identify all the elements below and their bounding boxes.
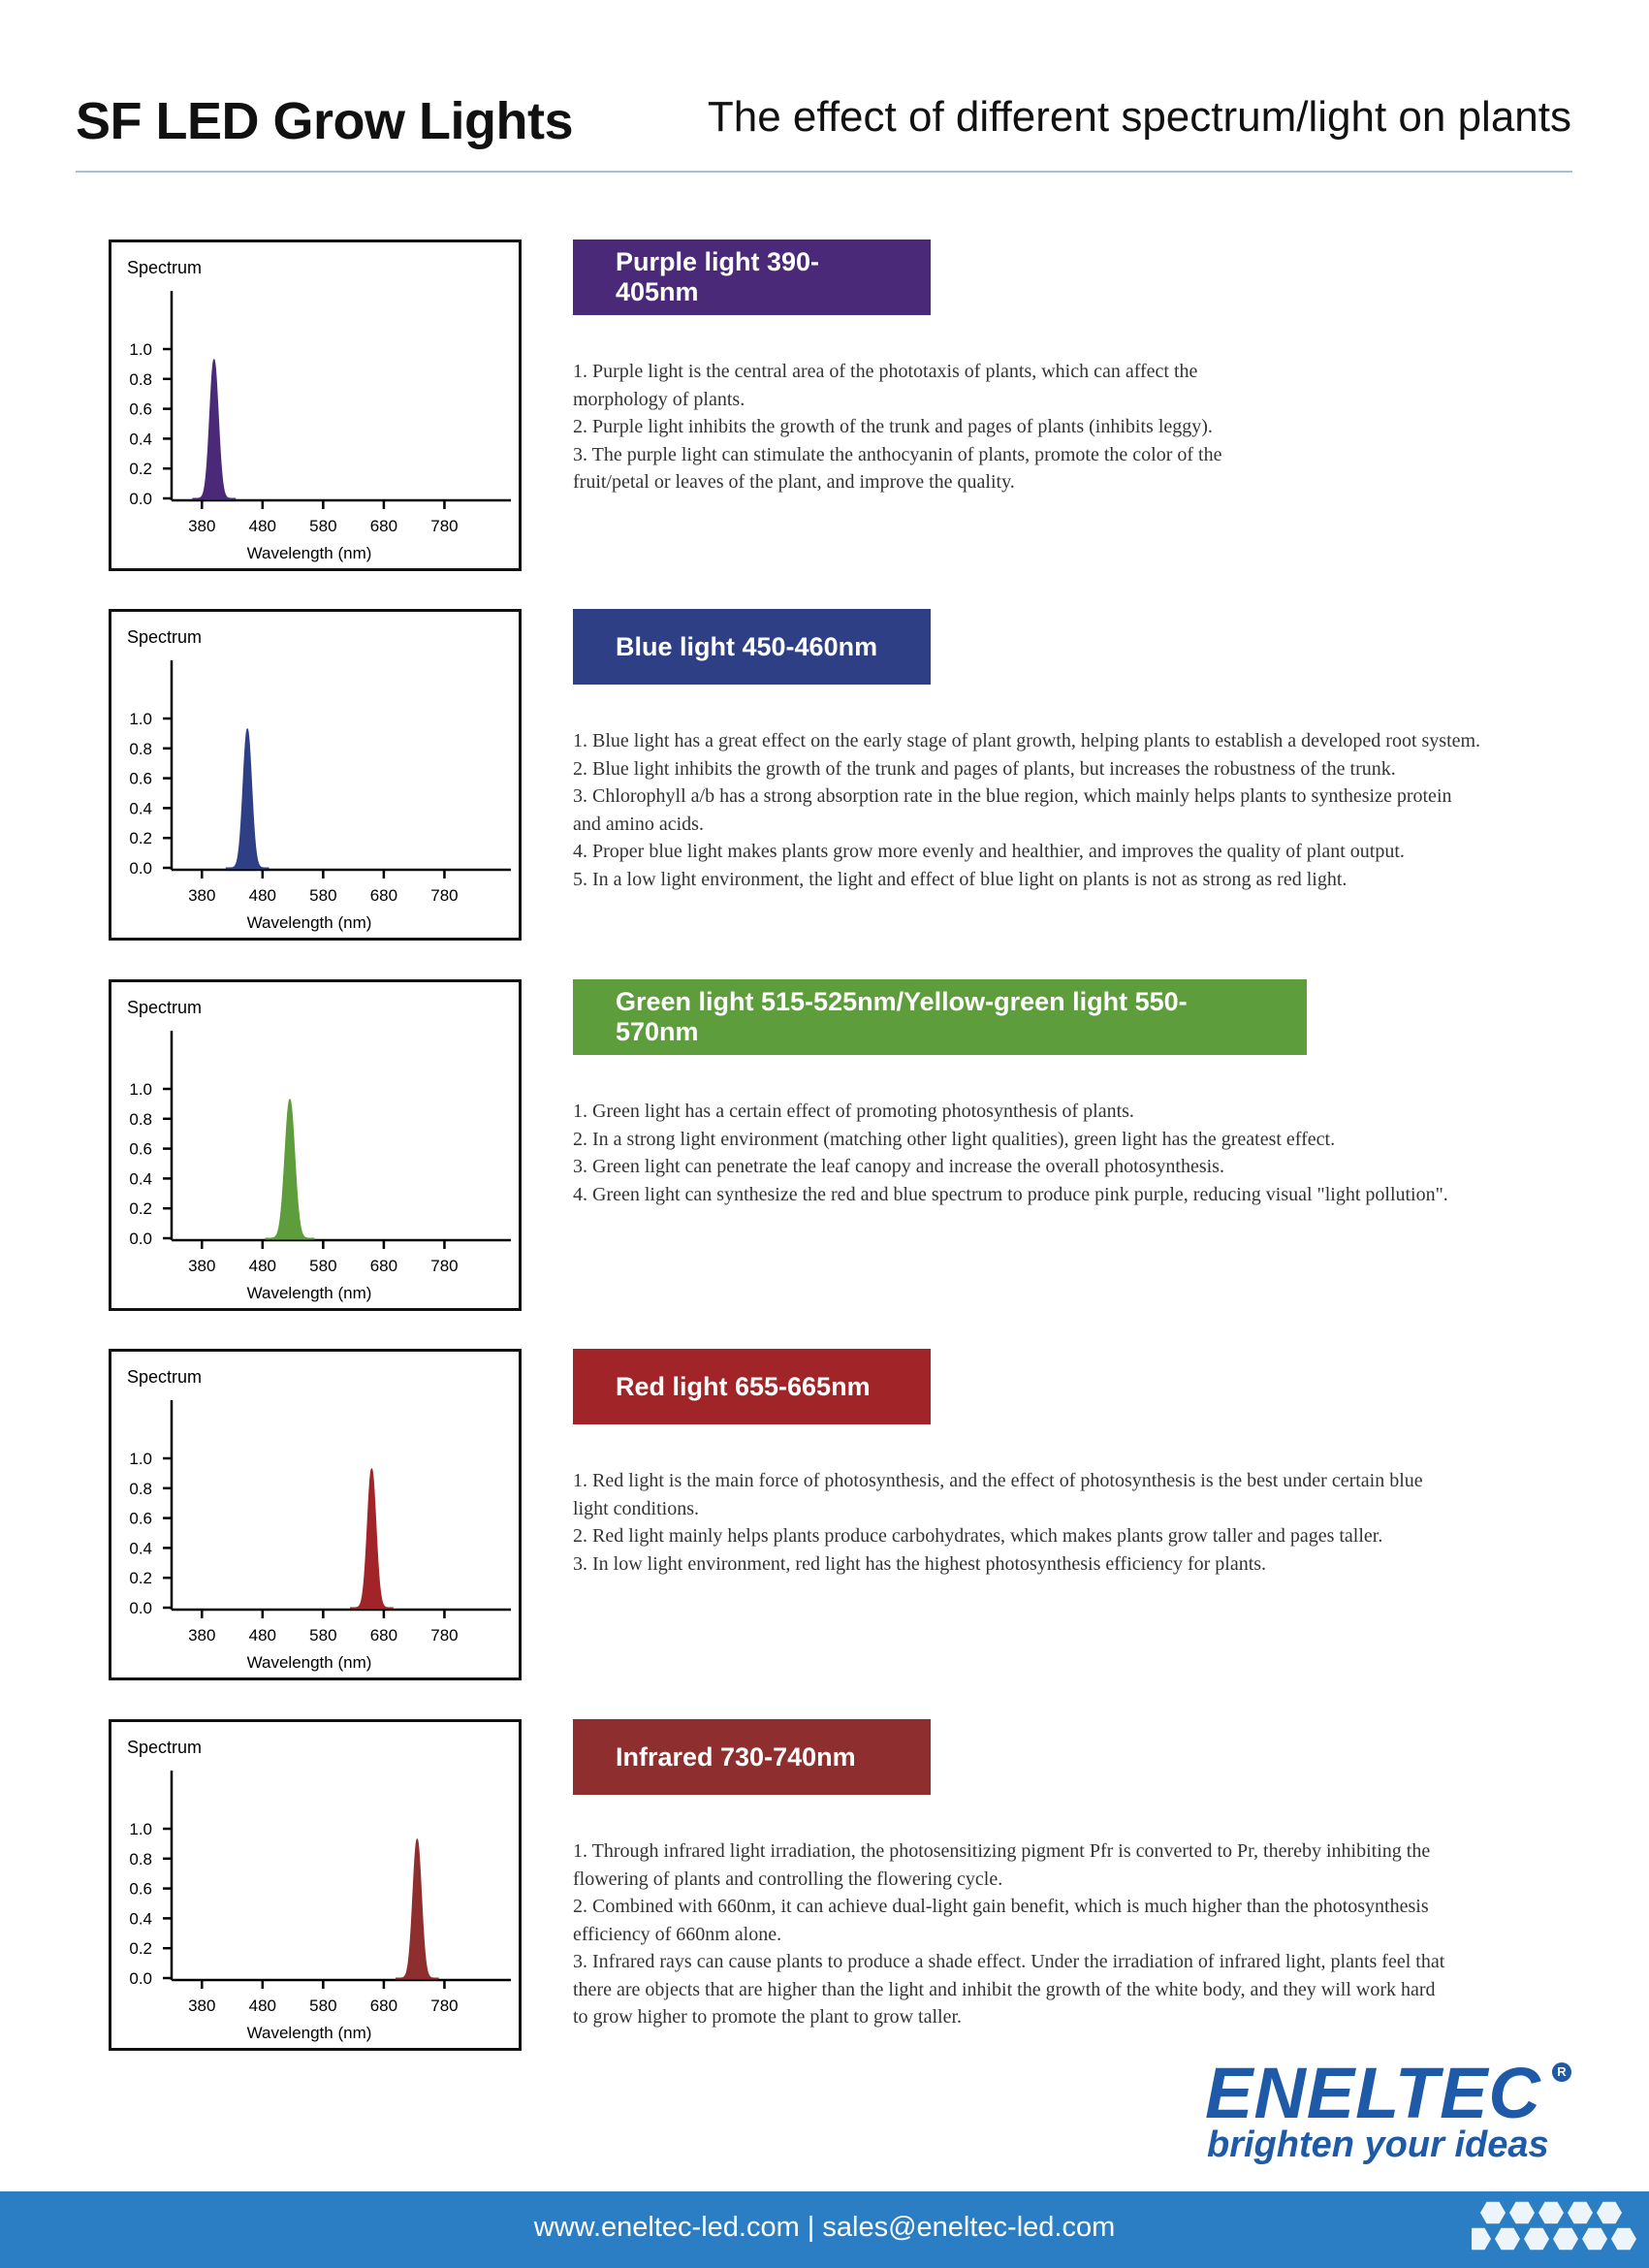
spectrum-chart bbox=[109, 240, 522, 571]
x-tick-label: 380 bbox=[188, 1626, 216, 1645]
y-tick-label: 0.2 bbox=[129, 829, 152, 848]
page-subtitle: The effect of different spectrum/light on plants bbox=[707, 93, 1571, 141]
section-heading: Red light 655-665nm bbox=[573, 1349, 931, 1424]
chart-title: Spectrum bbox=[127, 627, 203, 647]
hexagon-shape bbox=[1524, 2228, 1549, 2251]
section-description bbox=[573, 1098, 1591, 1208]
spectrum-peak bbox=[226, 729, 269, 869]
footer-bar bbox=[0, 2191, 1649, 2268]
x-tick-label: 580 bbox=[309, 1996, 337, 2015]
section-description bbox=[573, 1467, 1591, 1578]
x-tick-label: 480 bbox=[248, 886, 277, 905]
y-tick-label: 0.0 bbox=[129, 1599, 152, 1617]
x-tick-label: 780 bbox=[430, 1626, 459, 1645]
description-line: 2. Red light mainly helps plants produce carbohydrates, which makes plants grow taller and pages taller. bbox=[573, 1525, 1383, 1547]
spectrum-section bbox=[0, 609, 1649, 948]
chart-title: Spectrum bbox=[127, 1738, 203, 1757]
section-heading: Blue light 450-460nm bbox=[573, 609, 931, 685]
x-axis-label: Wavelength (nm) bbox=[246, 544, 372, 562]
hexagon-shape bbox=[1538, 2202, 1564, 2224]
description-line: 3. Infrared rays can cause plants to produce a shade effect. Under the irradiation of infrared light, plants feel that bbox=[573, 1951, 1445, 1972]
description-line: 1. Through infrared light irradiation, the photosensitizing pigment Pfr is converted to Pr, thereby inhibiting the bbox=[573, 1840, 1431, 1862]
spectrum-section bbox=[0, 979, 1649, 1319]
hexagon-shape bbox=[1568, 2202, 1593, 2224]
y-tick-label: 1.0 bbox=[129, 1820, 152, 1838]
description-line: 3. Green light can penetrate the leaf canopy and increase the overall photosynthesis. bbox=[573, 1156, 1224, 1177]
x-tick-label: 480 bbox=[248, 1626, 277, 1645]
y-tick-label: 0.6 bbox=[129, 1509, 152, 1528]
page-title: SF LED Grow Lights bbox=[76, 92, 573, 150]
eneltec-logo bbox=[1205, 2053, 1573, 2165]
y-tick-label: 1.0 bbox=[129, 1080, 152, 1099]
chart-title: Spectrum bbox=[127, 258, 203, 277]
description-line: 3. Chlorophyll a/b has a strong absorption rate in the blue region, which mainly helps plants to synthesize protein bbox=[573, 785, 1452, 807]
spectrum-svg bbox=[111, 612, 519, 938]
x-tick-label: 680 bbox=[369, 517, 398, 535]
hexagon-shape bbox=[1553, 2228, 1578, 2251]
footer-contact: www.eneltec-led.com | sales@eneltec-led.com bbox=[533, 2212, 1116, 2243]
description-line: 4. Proper blue light makes plants grow more evenly and healthier, and improves the quality of plant output. bbox=[573, 841, 1405, 862]
y-tick-label: 0.6 bbox=[129, 1879, 152, 1899]
hexagon-shape bbox=[1611, 2228, 1636, 2251]
description-line: there are objects that are higher than the light and inhibit the growth of the white body, and they will work hard bbox=[573, 1978, 1436, 2000]
x-tick-label: 480 bbox=[248, 1257, 277, 1275]
x-tick-label: 580 bbox=[309, 1257, 337, 1275]
y-tick-label: 0.4 bbox=[129, 799, 152, 818]
spectrum-svg bbox=[111, 1352, 519, 1677]
section-description bbox=[573, 727, 1591, 893]
y-tick-label: 0.6 bbox=[129, 399, 152, 419]
y-tick-label: 1.0 bbox=[129, 340, 152, 359]
spectrum-peak bbox=[266, 1100, 314, 1239]
section-description bbox=[573, 358, 1591, 496]
logo-wordmark: ENELTEC bbox=[1205, 2053, 1541, 2133]
hexagon-pattern-icon bbox=[1472, 2199, 1636, 2261]
description-line: 5. In a low light environment, the light and effect of blue light on plants is not as strong as red light. bbox=[573, 868, 1348, 890]
y-tick-label: 0.2 bbox=[129, 460, 152, 479]
description-line: 3. In low light environment, red light has the highest photosynthesis efficiency for plants. bbox=[573, 1552, 1267, 1575]
y-tick-label: 0.8 bbox=[129, 739, 152, 758]
spectrum-section bbox=[0, 1719, 1649, 2059]
y-tick-label: 0.0 bbox=[129, 1230, 152, 1248]
section-description bbox=[573, 1837, 1591, 2031]
description-line: efficiency of 660nm alone. bbox=[573, 1923, 782, 1945]
hexagon-shape bbox=[1472, 2228, 1491, 2251]
y-tick-label: 0.4 bbox=[129, 1539, 152, 1558]
hexagon-shape bbox=[1480, 2202, 1506, 2224]
hexagon-shape bbox=[1582, 2228, 1607, 2251]
description-line: 2. Purple light inhibits the growth of the trunk and pages of plants (inhibits leggy). bbox=[573, 416, 1213, 437]
description-line: 4. Green light can synthesize the red and blue spectrum to produce pink purple, reducing visual "light pollution". bbox=[573, 1183, 1448, 1205]
description-line: 2. Combined with 660nm, it can achieve dual-light gain benefit, which is much higher than the photosynthesis bbox=[573, 1896, 1429, 1917]
spectrum-svg bbox=[111, 1722, 519, 2048]
section-heading: Purple light 390-405nm bbox=[573, 240, 931, 315]
y-tick-label: 1.0 bbox=[129, 1450, 152, 1468]
description-line: and amino acids. bbox=[573, 813, 704, 835]
x-tick-label: 480 bbox=[248, 1996, 277, 2015]
description-line: 1. Purple light is the central area of the phototaxis of plants, which can affect the bbox=[573, 361, 1198, 382]
x-axis-label: Wavelength (nm) bbox=[246, 1284, 372, 1302]
spectrum-section bbox=[0, 240, 1649, 579]
y-tick-label: 1.0 bbox=[129, 710, 152, 728]
x-tick-label: 780 bbox=[430, 1996, 459, 2015]
y-tick-label: 0.2 bbox=[129, 1939, 152, 1959]
spectrum-peak bbox=[193, 360, 236, 499]
y-tick-label: 0.0 bbox=[129, 859, 152, 878]
hexagon-shape bbox=[1495, 2228, 1520, 2251]
y-tick-label: 0.8 bbox=[129, 369, 152, 389]
y-tick-label: 0.8 bbox=[129, 1479, 152, 1498]
section-heading: Green light 515-525nm/Yellow-green light 550-570nm bbox=[573, 979, 1307, 1055]
chart-title: Spectrum bbox=[127, 998, 203, 1017]
spectrum-svg bbox=[111, 242, 519, 568]
description-line: 3. The purple light can stimulate the anthocyanin of plants, promote the color of the bbox=[573, 443, 1222, 465]
description-line: light conditions. bbox=[573, 1497, 699, 1519]
y-tick-label: 0.8 bbox=[129, 1849, 152, 1869]
y-tick-label: 0.2 bbox=[129, 1569, 152, 1588]
hexagon-shape bbox=[1597, 2202, 1622, 2224]
description-line: flowering of plants and controlling the flowering cycle. bbox=[573, 1868, 1003, 1890]
y-tick-label: 0.6 bbox=[129, 769, 152, 788]
y-tick-label: 0.8 bbox=[129, 1109, 152, 1129]
x-tick-label: 580 bbox=[309, 1626, 337, 1645]
x-axis-label: Wavelength (nm) bbox=[246, 913, 372, 932]
x-tick-label: 380 bbox=[188, 1996, 216, 2015]
description-line: 1. Blue light has a great effect on the early stage of plant growth, helping plants to establish a developed root system. bbox=[573, 730, 1481, 751]
y-tick-label: 0.0 bbox=[129, 490, 152, 508]
y-tick-label: 0.4 bbox=[129, 430, 152, 449]
x-tick-label: 580 bbox=[309, 517, 337, 535]
chart-title: Spectrum bbox=[127, 1367, 203, 1387]
x-tick-label: 680 bbox=[369, 886, 398, 905]
spectrum-chart bbox=[109, 1349, 522, 1680]
y-tick-label: 0.4 bbox=[129, 1169, 152, 1189]
x-tick-label: 380 bbox=[188, 886, 216, 905]
spectrum-peak bbox=[351, 1469, 394, 1609]
x-axis-label: Wavelength (nm) bbox=[246, 2024, 372, 2042]
x-axis-label: Wavelength (nm) bbox=[246, 1653, 372, 1672]
description-line: 2. Blue light inhibits the growth of the trunk and pages of plants, but increases the robustness of the trunk. bbox=[573, 757, 1396, 780]
y-tick-label: 0.4 bbox=[129, 1909, 152, 1929]
x-tick-label: 380 bbox=[188, 1257, 216, 1275]
header-divider bbox=[76, 171, 1572, 173]
registered-mark-icon: R bbox=[1552, 2062, 1571, 2082]
x-tick-label: 580 bbox=[309, 886, 337, 905]
x-tick-label: 480 bbox=[248, 517, 277, 535]
spectrum-svg bbox=[111, 982, 519, 1308]
description-line: 2. In a strong light environment (matching other light qualities), green light has the greatest effect. bbox=[573, 1128, 1336, 1150]
spectrum-chart bbox=[109, 979, 522, 1311]
x-tick-label: 780 bbox=[430, 517, 459, 535]
spectrum-section bbox=[0, 1349, 1649, 1688]
y-tick-label: 0.0 bbox=[129, 1969, 152, 1988]
section-heading: Infrared 730-740nm bbox=[573, 1719, 931, 1795]
x-tick-label: 680 bbox=[369, 1996, 398, 2015]
x-tick-label: 780 bbox=[430, 1257, 459, 1275]
y-tick-label: 0.2 bbox=[129, 1199, 152, 1219]
logo-tagline: brighten your ideas bbox=[1207, 2124, 1549, 2165]
x-tick-label: 680 bbox=[369, 1626, 398, 1645]
spectrum-chart bbox=[109, 1719, 522, 2051]
spectrum-chart bbox=[109, 609, 522, 941]
y-tick-label: 0.6 bbox=[129, 1139, 152, 1159]
description-line: to grow higher to promote the plant to grow taller. bbox=[573, 2006, 963, 2028]
x-tick-label: 680 bbox=[369, 1257, 398, 1275]
spectrum-peak bbox=[396, 1839, 438, 1979]
description-line: fruit/petal or leaves of the plant, and improve the quality. bbox=[573, 471, 1015, 493]
description-line: morphology of plants. bbox=[573, 388, 745, 410]
hexagon-shape bbox=[1509, 2202, 1535, 2224]
x-tick-label: 780 bbox=[430, 886, 459, 905]
description-line: 1. Green light has a certain effect of promoting photosynthesis of plants. bbox=[573, 1101, 1134, 1122]
description-line: 1. Red light is the main force of photosynthesis, and the effect of photosynthesis is the best under certain blue bbox=[573, 1470, 1423, 1491]
x-tick-label: 380 bbox=[188, 517, 216, 535]
